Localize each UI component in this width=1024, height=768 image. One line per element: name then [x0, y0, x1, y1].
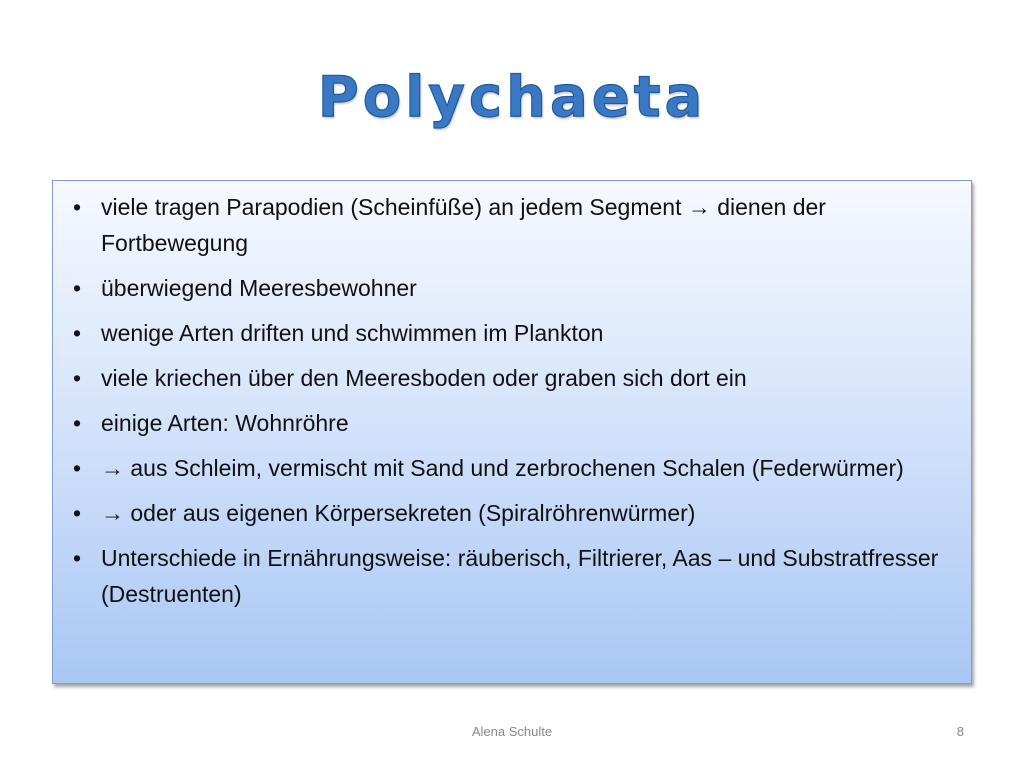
bullet-item — [61, 315, 953, 351]
bullet-icon: • — [72, 365, 82, 391]
bullet-item — [61, 270, 953, 306]
bullet-text: einige Arten: Wohnröhre — [101, 410, 349, 436]
bullet-icon: • — [72, 410, 82, 436]
footer-page-number: 8 — [956, 724, 964, 739]
bullet-item — [61, 360, 953, 396]
bullet-icon: • — [72, 275, 82, 301]
bullet-text: überwiegend Meeresbewohner — [101, 275, 417, 301]
bullet-item — [61, 540, 953, 612]
slide-title: Polychaeta — [317, 65, 707, 130]
bullet-icon: • — [72, 545, 82, 571]
bullet-item — [61, 450, 953, 486]
bullet-item — [61, 189, 953, 261]
content-box — [52, 180, 972, 684]
bullet-icon: • — [72, 500, 82, 526]
bullet-text: → oder aus eigenen Körpersekreten (Spiralröhrenwürmer) — [101, 500, 696, 526]
footer-author: Alena Schulte — [471, 724, 553, 739]
bullet-text: viele kriechen über den Meeresboden oder graben sich dort ein — [101, 365, 747, 391]
bullet-icon: • — [72, 320, 82, 346]
bullet-item — [61, 405, 953, 441]
bullet-icon: • — [72, 194, 82, 220]
bullet-text: wenige Arten driften und schwimmen im Plankton — [101, 320, 604, 346]
bullet-text: viele tragen Parapodien (Scheinfüße) an jedem Segment → dienen der Fortbewegung — [101, 194, 826, 256]
bullet-text: → aus Schleim, vermischt mit Sand und zerbrochenen Schalen (Federwürmer) — [101, 455, 904, 481]
bullet-icon: • — [72, 455, 82, 481]
bullet-text: Unterschiede in Ernährungsweise: räuberisch, Filtrierer, Aas – und Substratfresser (Destruenten) — [101, 545, 939, 607]
bullet-item — [61, 495, 953, 531]
bullet-list — [53, 181, 971, 612]
